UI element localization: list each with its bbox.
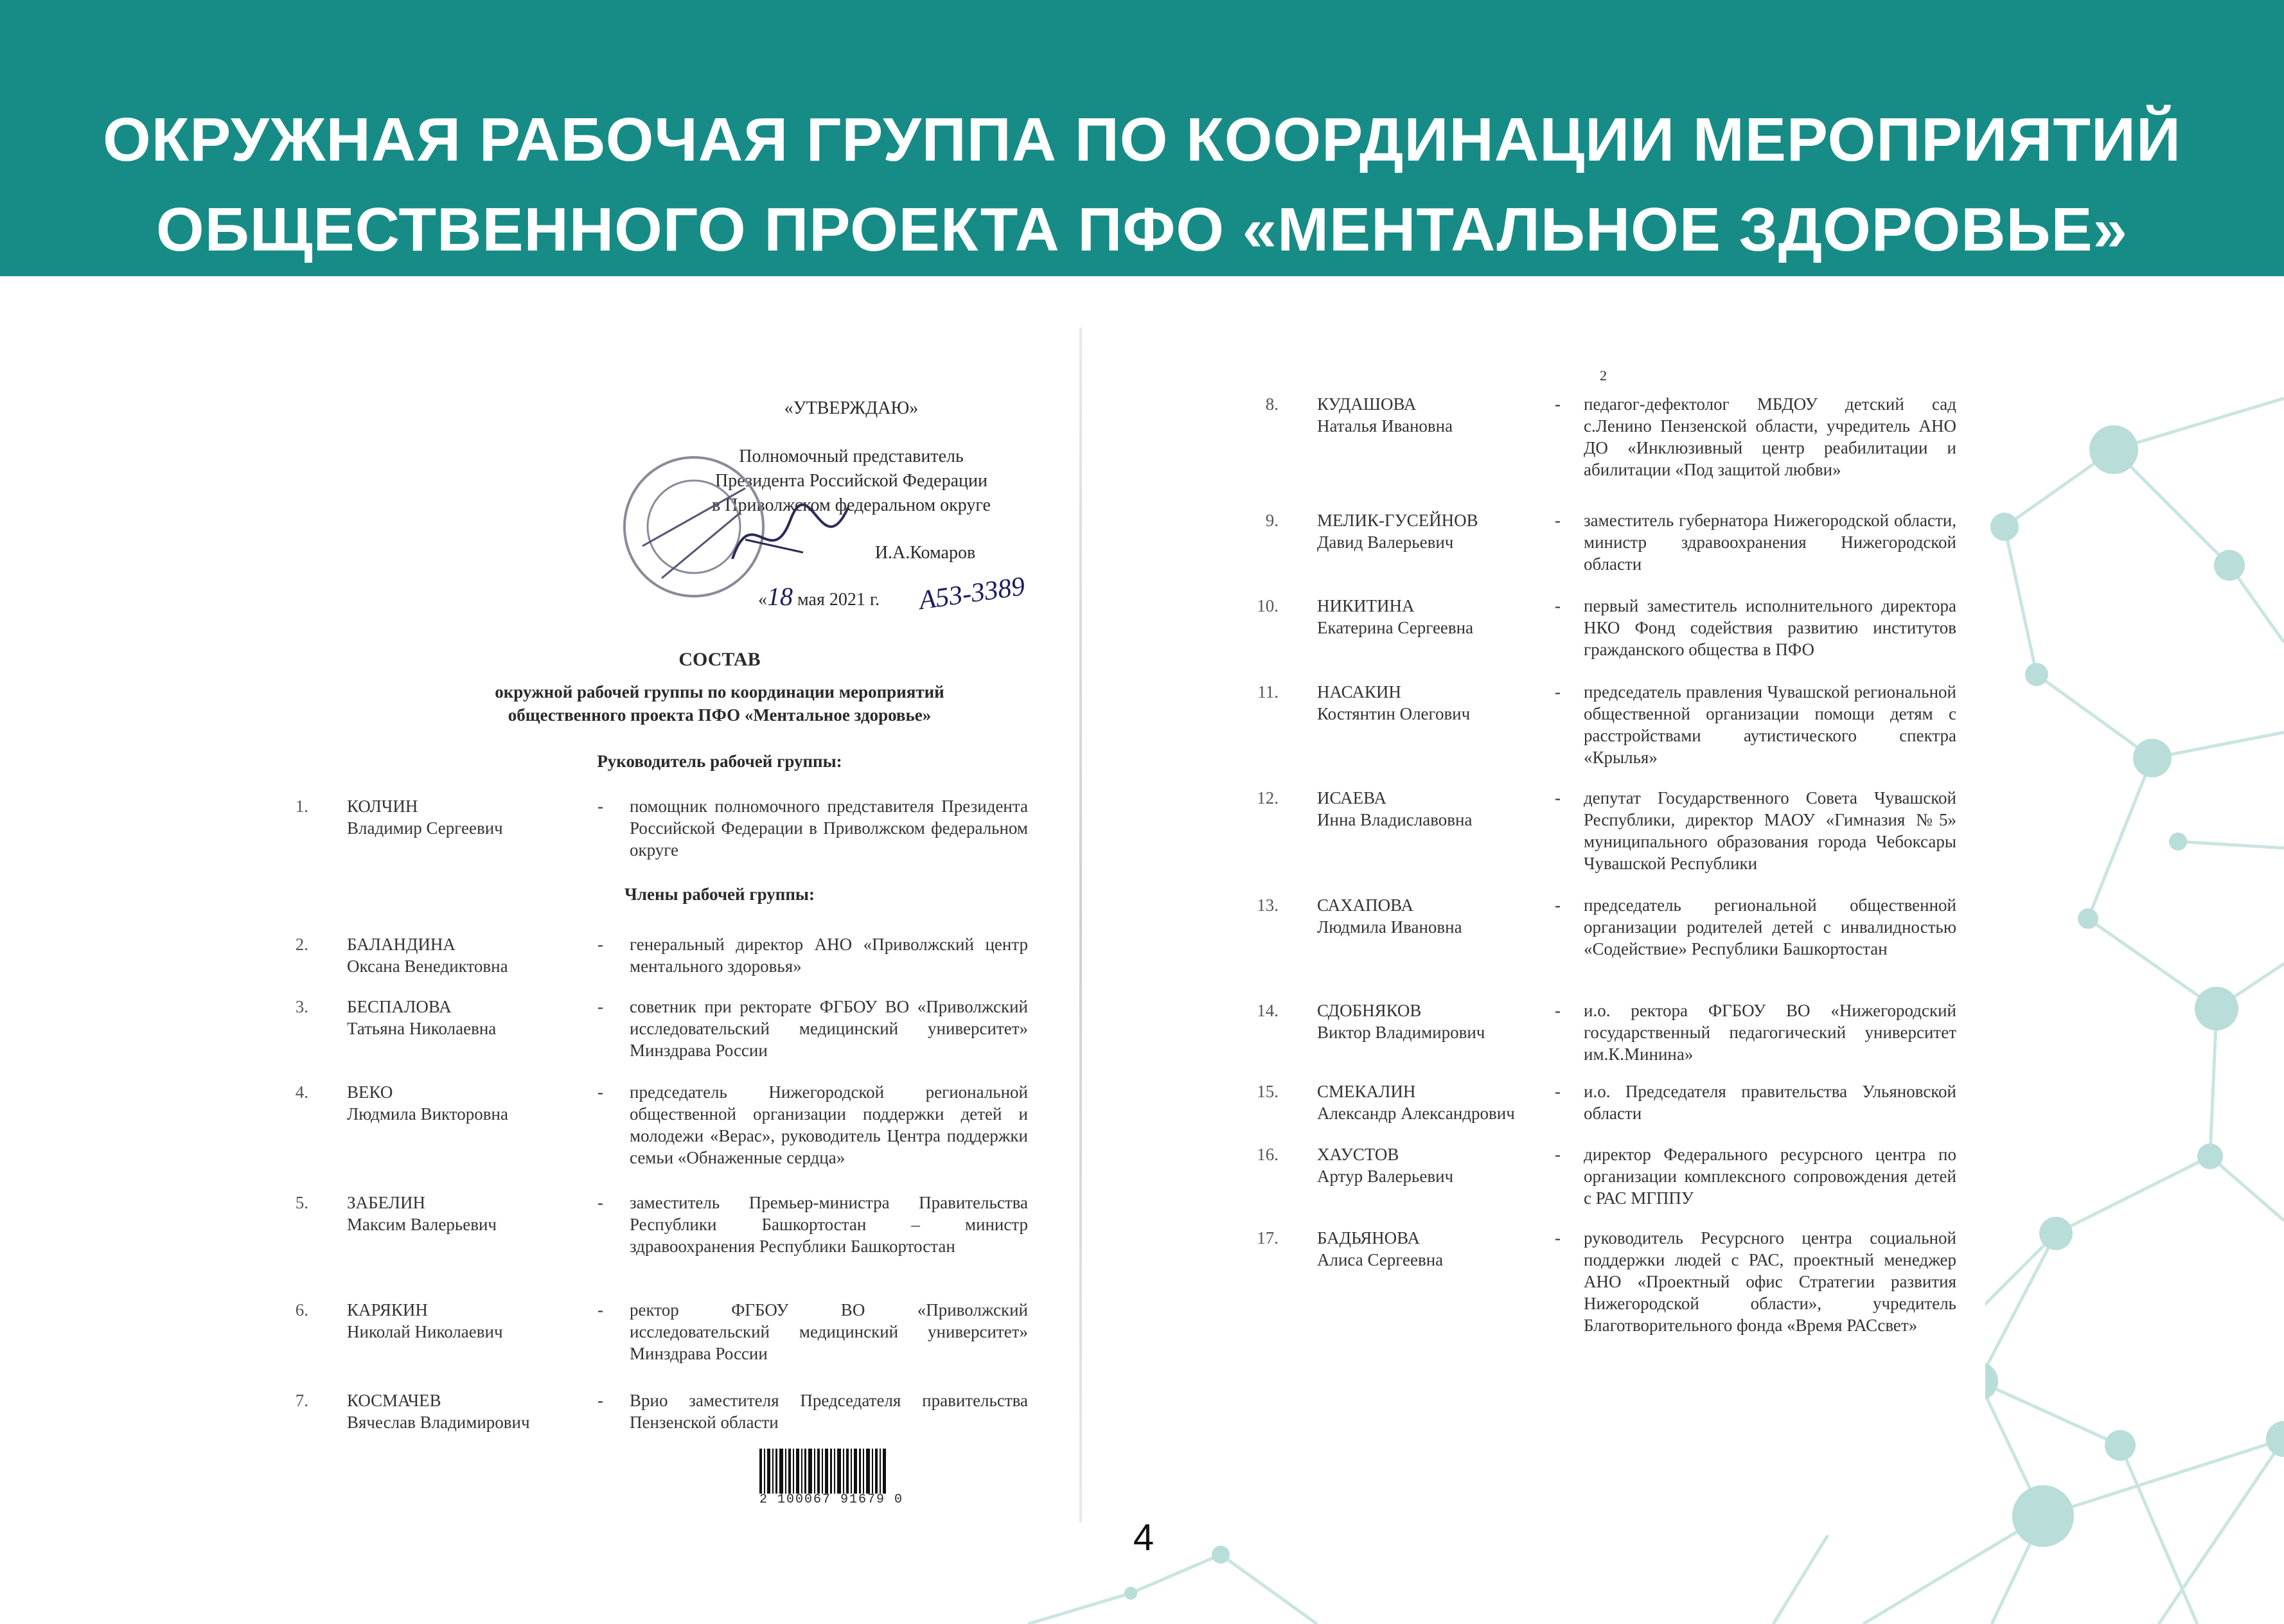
member-surname: КОСМАЧЕВ	[347, 1391, 441, 1410]
dash-separator: -	[1555, 682, 1561, 702]
member-surname: ВЕКО	[347, 1082, 393, 1102]
member-number: 11.	[1257, 682, 1279, 702]
page-number: 4	[1133, 1517, 1155, 1558]
member-surname: КУДАШОВА	[1317, 394, 1417, 414]
member-surname: ИСАЕВА	[1317, 788, 1386, 808]
member-given-name: Николай Николаевич	[347, 1322, 503, 1341]
member-number: 1.	[295, 797, 308, 816]
member-name	[1317, 509, 1587, 553]
member-surname: КОЛЧИН	[347, 797, 418, 816]
member-position: советник при ректорате ФГБОУ ВО «Приволжский исследовательский медицинский университет» Минздрава России	[630, 997, 1028, 1060]
member-position: ректор ФГБОУ ВО «Приволжский исследовательский медицинский университет» Минздрава России	[630, 1300, 1028, 1363]
dash-separator: -	[1555, 788, 1561, 808]
doc-subtitle-1: окружной рабочей группы по координации мероприятий	[495, 682, 944, 702]
approval-line-2: Президента Российской Федерации	[715, 471, 987, 491]
member-number: 6.	[295, 1300, 308, 1320]
dash-separator: -	[1555, 394, 1561, 414]
member-number: 3.	[295, 997, 308, 1016]
member-name	[1317, 1143, 1587, 1187]
dash-separator: -	[1555, 896, 1561, 915]
approval-line-3: в Приволжском федеральном округе	[712, 495, 991, 515]
member-given-name: Вячеслав Владимирович	[347, 1413, 530, 1432]
member-name	[1317, 894, 1587, 938]
member-given-name: Инна Владиславовна	[1317, 810, 1473, 829]
member-surname: ХАУСТОВ	[1317, 1145, 1399, 1164]
dash-separator: -	[1555, 1082, 1561, 1101]
approval-line-1: Полномочный представитель	[739, 446, 964, 466]
member-surname: БАЛАНДИНА	[347, 935, 456, 954]
approval-signer: И.А.Комаров	[874, 543, 976, 563]
member-name	[1317, 1081, 1587, 1124]
handwritten-registration-number: А53-3389	[917, 571, 1027, 616]
member-number: 16.	[1257, 1145, 1279, 1164]
member-surname: СМЕКАЛИН	[1317, 1082, 1416, 1101]
doc-subtitle-2: общественного проекта ПФО «Ментальное здоровье»	[508, 705, 932, 725]
member-surname: БЕСПАЛОВА	[347, 997, 452, 1016]
member-given-name: Оксана Венедиктовна	[347, 957, 508, 976]
dash-separator: -	[1555, 511, 1561, 530]
member-number: 10.	[1257, 596, 1279, 615]
doc-title: СОСТАВ	[678, 649, 761, 670]
member-position: первый заместитель исполнительного директора НКО Фонд содействия развитию институтов гражданского общества в ПФО	[1584, 596, 1956, 659]
member-position: заместитель губернатора Нижегородской области, министр здравоохранения Нижегородской области	[1584, 511, 1956, 574]
member-surname: ЗАБЕЛИН	[347, 1193, 425, 1212]
member-position: педагог-дефектолог МБДОУ детский сад с.Ленино Пензенской области, учредитель АНО ДО «Инклюзивный центр реабилитации и абилитации «Под защитой любви»	[1584, 394, 1956, 479]
dash-separator: -	[1555, 1145, 1561, 1164]
member-name	[1317, 1000, 1587, 1043]
member-name	[347, 1299, 617, 1343]
member-number: 5.	[295, 1193, 308, 1212]
dash-separator: -	[598, 1082, 603, 1102]
member-given-name: Давид Валерьевич	[1317, 533, 1454, 552]
member-given-name: Артур Валерьевич	[1317, 1167, 1454, 1186]
page-title	[0, 95, 2284, 275]
member-position: помощник полномочного представителя Президента Российской Федерации в Приволжском федеральном округе	[630, 797, 1028, 860]
member-position: директор Федерального ресурсного центра по организации комплексного сопровождения детей с РАС МГППУ	[1584, 1145, 1956, 1208]
member-given-name: Алиса Сергеевна	[1317, 1250, 1444, 1269]
approval-title: «УТВЕРЖДАЮ»	[784, 398, 919, 418]
barcode	[759, 1449, 888, 1494]
member-name	[347, 1081, 617, 1125]
member-number: 4.	[295, 1082, 308, 1102]
member-surname: КАРЯКИН	[347, 1300, 428, 1320]
member-number: 17.	[1257, 1228, 1279, 1248]
dash-separator: -	[598, 1391, 603, 1410]
member-given-name: Костянтин Олегович	[1317, 704, 1471, 723]
dash-separator: -	[598, 1300, 603, 1320]
member-position: и.о. Председателя правительства Ульяновской области	[1584, 1082, 1956, 1123]
member-given-name: Наталья Ивановна	[1317, 416, 1453, 436]
member-position: руководитель Ресурсного центра социальной поддержки людей с РАС, проектный менеджер АНО «Проектный офис Стратегии развития Нижегородской области», учредитель Благотворительного фонда «Время РАСсвет»	[1584, 1228, 1956, 1335]
member-number: 15.	[1257, 1082, 1279, 1101]
member-position: и.о. ректора ФГБОУ ВО «Нижегородский государственный педагогический университет им.К.Минина»	[1584, 1001, 1956, 1064]
dash-separator: -	[598, 797, 603, 816]
member-given-name: Татьяна Николаевна	[347, 1019, 497, 1038]
member-surname: НИКИТИНА	[1317, 596, 1415, 615]
member-given-name: Екатерина Сергеевна	[1317, 618, 1474, 637]
head-section-heading: Руководитель рабочей группы:	[597, 752, 842, 771]
member-name	[347, 1390, 617, 1433]
member-position: депутат Государственного Совета Чувашской Республики, директор МАОУ «Гимназия №5» муниципального образования города Чебоксары Чувашской Республики	[1584, 788, 1956, 873]
member-given-name: Владимир Сергеевич	[347, 818, 503, 838]
dash-separator: -	[1555, 1228, 1561, 1248]
member-surname: НАСАКИН	[1317, 682, 1401, 702]
member-number: 9.	[1265, 511, 1279, 530]
member-position: генеральный директор АНО «Приволжский центр ментального здоровья»	[630, 935, 1028, 976]
member-name	[347, 795, 617, 839]
member-position: председатель правления Чувашской региональной общественной организации помощи детям с расстройствами аутистического спектра «Крылья»	[1584, 682, 1956, 767]
member-position: председатель Нижегородской региональной общественной организации поддержки детей и молодежи «Верас», руководитель Центра поддержки семьи «Обнаженные сердца»	[630, 1082, 1028, 1167]
member-given-name: Виктор Владимирович	[1317, 1023, 1485, 1042]
member-number: 13.	[1257, 896, 1279, 915]
title-line-1: ОКРУЖНАЯ РАБОЧАЯ ГРУППА ПО КООРДИНАЦИИ МЕРОПРИЯТИЙ	[102, 105, 2181, 174]
header-banner	[0, 0, 2284, 276]
member-surname: БАДЬЯНОВА	[1317, 1228, 1420, 1248]
member-name	[347, 996, 617, 1039]
member-number: 2.	[295, 935, 308, 954]
member-number: 12.	[1257, 788, 1279, 808]
member-given-name: Людмила Ивановна	[1317, 917, 1462, 937]
member-position: заместитель Премьер-министра Правительства Республики Башкортостан – министр здравоохранения Республики Башкортостан	[630, 1193, 1028, 1256]
member-name	[1317, 681, 1587, 725]
dash-separator: -	[1555, 1001, 1561, 1020]
title-line-2: ОБЩЕСТВЕННОГО ПРОЕКТА ПФО «МЕНТАЛЬНОЕ ЗДОРОВЬЕ»	[156, 195, 2128, 264]
member-number: 8.	[1265, 394, 1279, 414]
dash-separator: -	[598, 935, 603, 954]
member-surname: МЕЛИК-ГУСЕЙНОВ	[1317, 511, 1478, 530]
member-surname: САХАПОВА	[1317, 896, 1413, 915]
dash-separator: -	[598, 997, 603, 1016]
member-given-name: Александр Александрович	[1317, 1104, 1515, 1123]
barcode-digits: 2 100067 91679 0	[759, 1492, 904, 1507]
dash-separator: -	[1555, 596, 1561, 615]
member-position: председатель региональной общественной организации родителей детей с инвалидностью «Содействие» Республики Башкортостан	[1584, 896, 1956, 958]
member-name	[347, 933, 617, 977]
member-number: 7.	[295, 1391, 308, 1410]
member-number: 14.	[1257, 1001, 1279, 1020]
member-name	[1317, 595, 1587, 639]
member-surname: СДОБНЯКОВ	[1317, 1001, 1422, 1020]
member-position: Врио заместителя Председателя правительства Пензенской области	[630, 1391, 1028, 1432]
member-given-name: Максим Валерьевич	[347, 1215, 497, 1234]
member-name	[1317, 393, 1587, 437]
member-name	[347, 1192, 617, 1235]
approval-date: «18 мая 2021 г.	[758, 582, 880, 611]
member-given-name: Людмила Викторовна	[347, 1104, 508, 1124]
page-2-number: 2	[1600, 367, 1607, 384]
signature-scribble	[726, 488, 854, 578]
members-section-heading: Члены рабочей группы:	[624, 885, 815, 904]
dash-separator: -	[598, 1193, 603, 1212]
member-name	[1317, 1227, 1587, 1271]
member-name	[1317, 787, 1587, 831]
handwritten-day: 18	[767, 582, 793, 611]
